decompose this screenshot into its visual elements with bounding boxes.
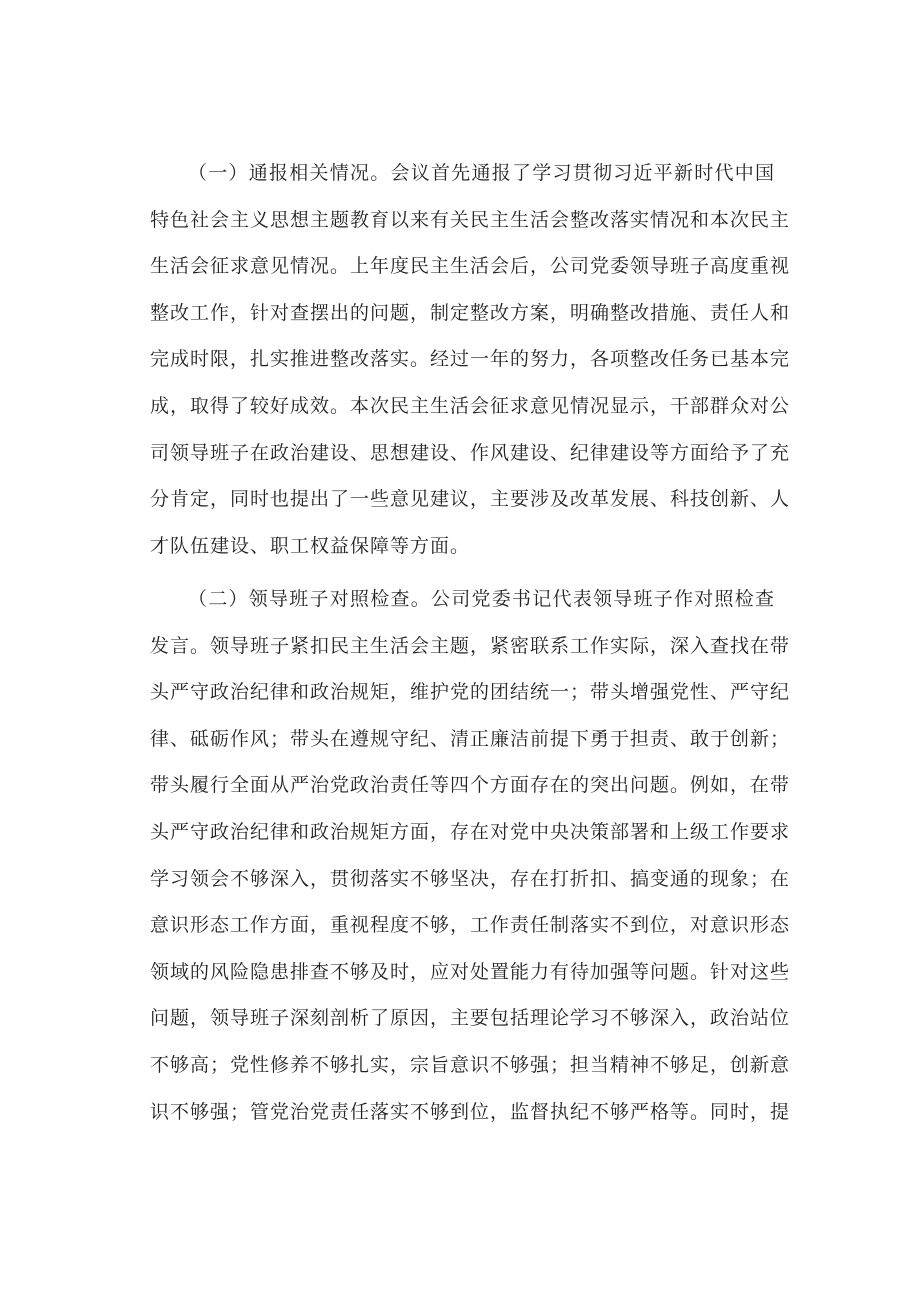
paragraph-line: 识不够强；管党治党责任落实不够到位，监督执纪不够严格等。同时，提 xyxy=(150,1100,791,1123)
paragraph-line: 律、砥砺作风；带头在遵规守纪、清正廉洁前提下勇于担责、敢于创新； xyxy=(150,727,791,750)
paragraph-line: 司领导班子在政治建设、思想建设、作风建设、纪律建设等方面给予了充 xyxy=(150,441,791,464)
paragraph-line: 头严守政治纪律和政治规矩，维护党的团结统一；带头增强党性、严守纪 xyxy=(150,681,791,704)
paragraph-line: 学习领会不够深入，贯彻落实不够坚决，存在打折扣、搞变通的现象；在 xyxy=(150,867,791,890)
paragraph-line: 完成时限，扎实推进整改落实。经过一年的努力，各项整改任务已基本完 xyxy=(150,348,791,371)
paragraph-line: （二）领导班子对照检查。公司党委书记代表领导班子作对照检查 xyxy=(188,588,775,610)
paragraph-line: （一）通报相关情况。会议首先通报了学习贯彻习近平新时代中国 xyxy=(188,162,775,184)
paragraph-line: 意识形态工作方面，重视程度不够，工作责任制落实不到位，对意识形态 xyxy=(150,914,791,937)
paragraph-line: 不够高；党性修养不够扎实，宗旨意识不够强；担当精神不够足，创新意 xyxy=(150,1053,791,1076)
paragraph-line: 成，取得了较好成效。本次民主生活会征求意见情况显示，干部群众对公 xyxy=(150,394,791,417)
paragraph-line: 才队伍建设、职工权益保障等方面。 xyxy=(150,534,471,557)
paragraph-line: 发言。领导班子紧扣民主生活会主题，紧密联系工作实际，深入查找在带 xyxy=(150,634,791,657)
paragraph-line: 分肯定，同时也提出了一些意见建议，主要涉及改革发展、科技创新、人 xyxy=(150,488,791,511)
paragraph-line: 整改工作，针对查摆出的问题，制定整改方案，明确整改措施、责任人和 xyxy=(150,301,791,324)
paragraph-leadership-review xyxy=(150,576,791,1135)
paragraph-line: 生活会征求意见情况。上年度民主生活会后，公司党委领导班子高度重视 xyxy=(150,255,791,278)
paragraph-line: 头严守政治纪律和政治规矩方面，存在对党中央决策部署和上级工作要求 xyxy=(150,820,791,843)
paragraph-line: 问题，领导班子深刻剖析了原因，主要包括理论学习不够深入，政治站位 xyxy=(150,1007,791,1030)
paragraph-line: 带头履行全面从严治党政治责任等四个方面存在的突出问题。例如，在带 xyxy=(150,774,791,797)
paragraph-line: 特色社会主义思想主题教育以来有关民主生活会整改落实情况和本次民主 xyxy=(150,208,791,231)
paragraph-report-situation xyxy=(150,150,791,569)
paragraph-line: 领域的风险隐患排查不够及时，应对处置能力有待加强等问题。针对这些 xyxy=(150,960,791,983)
